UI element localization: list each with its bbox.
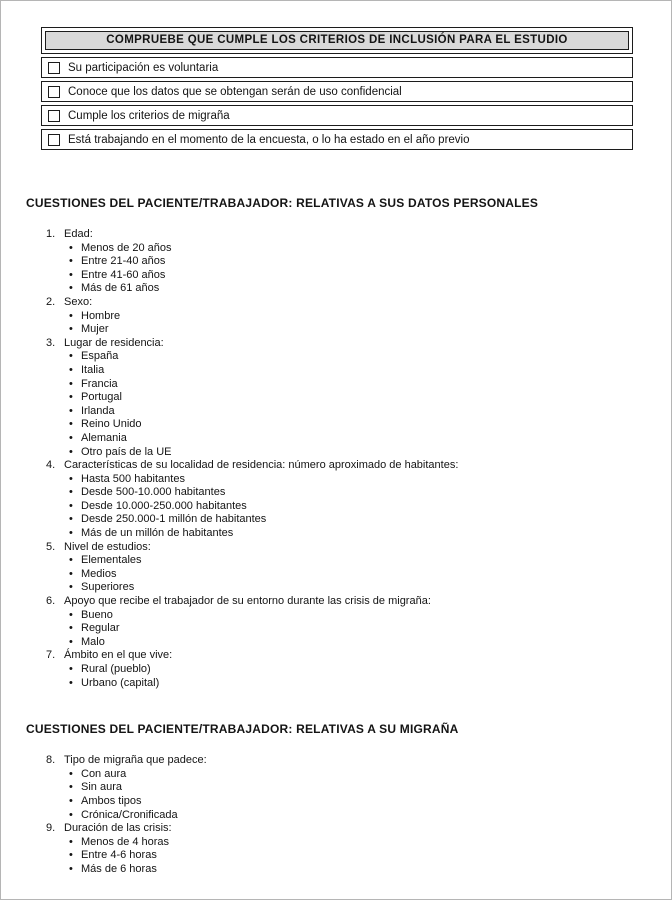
- option-label: España: [81, 350, 119, 363]
- option-label: Francia: [81, 377, 118, 390]
- option-item: [46, 269, 641, 283]
- bullet-icon: •: [69, 323, 73, 336]
- option-item: [46, 768, 641, 782]
- checklist-row: [41, 105, 633, 126]
- question-list: [46, 228, 641, 690]
- option-label: Irlanda: [81, 404, 115, 417]
- option-label: Portugal: [81, 391, 122, 404]
- bullet-icon: •: [69, 554, 73, 567]
- option-item: [46, 636, 641, 650]
- bullet-icon: •: [69, 794, 73, 807]
- option-list: [46, 350, 641, 459]
- option-label: Más de 61 años: [81, 282, 160, 295]
- option-list: [46, 836, 641, 877]
- option-label: Con aura: [81, 767, 127, 780]
- question-list: [46, 754, 641, 876]
- bullet-icon: •: [69, 445, 73, 458]
- bullet-icon: •: [69, 635, 73, 648]
- question-number: 6.: [46, 595, 56, 608]
- option-label: Elementales: [81, 554, 142, 567]
- bullet-icon: •: [69, 567, 73, 580]
- option-label: Crónica/Cronificada: [81, 808, 178, 821]
- option-item: [46, 849, 641, 863]
- bullet-icon: •: [69, 377, 73, 390]
- option-item: [46, 609, 641, 623]
- question: [46, 228, 641, 296]
- bullet-icon: •: [69, 255, 73, 268]
- option-label: Entre 21-40 años: [81, 255, 166, 268]
- option-list: [46, 473, 641, 541]
- inclusion-criteria-header: [41, 27, 633, 54]
- bullet-icon: •: [69, 309, 73, 322]
- option-list: [46, 310, 641, 337]
- question: [46, 337, 641, 459]
- option-label: Desde 250.000-1 millón de habitantes: [81, 513, 267, 526]
- bullet-icon: •: [69, 527, 73, 540]
- option-item: [46, 513, 641, 527]
- section-heading: CUESTIONES DEL PACIENTE/TRABAJADOR: RELATIVAS A SU MIGRAÑA: [26, 722, 459, 737]
- question-text: Duración de las crisis:: [64, 822, 172, 835]
- option-label: Más de un millón de habitantes: [81, 527, 234, 540]
- question-text: Características de su localidad de residencia: número aproximado de habitantes:: [64, 459, 459, 472]
- option-item: [46, 795, 641, 809]
- option-item: [46, 282, 641, 296]
- option-list: [46, 242, 641, 296]
- option-list: [46, 663, 641, 690]
- bullet-icon: •: [69, 808, 73, 821]
- bullet-icon: •: [69, 241, 73, 254]
- section: [26, 722, 641, 876]
- option-item: [46, 663, 641, 677]
- option-item: [46, 378, 641, 392]
- question-number: 2.: [46, 295, 56, 308]
- question: [46, 754, 641, 822]
- bullet-icon: •: [69, 486, 73, 499]
- bullet-icon: •: [69, 404, 73, 417]
- bullet-icon: •: [69, 663, 73, 675]
- bullet-icon: •: [69, 849, 73, 862]
- option-item: [46, 310, 641, 324]
- option-item: [46, 781, 641, 795]
- option-label: Desde 10.000-250.000 habitantes: [81, 499, 247, 512]
- option-item: [46, 350, 641, 364]
- question-text: Nivel de estudios:: [64, 540, 151, 553]
- option-item: [46, 554, 641, 568]
- bullet-icon: •: [69, 676, 73, 689]
- option-label: Mujer: [81, 323, 109, 336]
- option-item: [46, 677, 641, 691]
- bullet-icon: •: [69, 268, 73, 281]
- bullet-icon: •: [69, 282, 73, 295]
- bullet-icon: •: [69, 862, 73, 875]
- option-list: [46, 768, 641, 822]
- option-label: Menos de 20 años: [81, 241, 172, 254]
- question: [46, 822, 641, 876]
- question-number: 5.: [46, 540, 56, 553]
- bullet-icon: •: [69, 608, 73, 621]
- option-item: [46, 473, 641, 487]
- bullet-icon: •: [69, 835, 73, 848]
- option-item: [46, 809, 641, 823]
- question-number: 1.: [46, 228, 56, 240]
- question-text: Tipo de migraña que padece:: [64, 754, 207, 767]
- question-text: Sexo:: [64, 295, 93, 308]
- option-item: [46, 255, 641, 269]
- bullet-icon: •: [69, 431, 73, 444]
- option-label: Medios: [81, 567, 117, 580]
- option-label: Entre 4-6 horas: [81, 849, 157, 862]
- checklist-row: [41, 81, 633, 102]
- bullet-icon: •: [69, 499, 73, 512]
- option-label: Italia: [81, 363, 105, 376]
- checklist-item-label: Cumple los criterios de migraña: [68, 110, 230, 122]
- checklist-item-label: Su participación es voluntaria: [68, 62, 219, 74]
- option-item: [46, 432, 641, 446]
- option-item: [46, 446, 641, 460]
- question-number: 7.: [46, 649, 56, 662]
- option-item: [46, 364, 641, 378]
- bullet-icon: •: [69, 418, 73, 431]
- checklist-item-label: Está trabajando en el momento de la encuesta, o lo ha estado en el año previo: [68, 134, 470, 146]
- option-label: Más de 6 horas: [81, 862, 157, 875]
- section-heading: CUESTIONES DEL PACIENTE/TRABAJADOR: RELATIVAS A SUS DATOS PERSONALES: [26, 196, 539, 210]
- option-label: Reino Unido: [81, 418, 142, 431]
- option-label: Rural (pueblo): [81, 663, 151, 675]
- option-item: [46, 863, 641, 877]
- checklist-row: [41, 129, 633, 150]
- option-label: Hasta 500 habitantes: [81, 472, 185, 485]
- bullet-icon: •: [69, 581, 73, 594]
- question-number: 9.: [46, 822, 56, 835]
- checkbox[interactable]: [48, 86, 60, 98]
- question-number: 3.: [46, 336, 56, 349]
- option-label: Malo: [81, 635, 105, 648]
- option-item: [46, 568, 641, 582]
- question: [46, 541, 641, 595]
- bullet-icon: •: [69, 513, 73, 526]
- checklist-item-label: Conoce que los datos que se obtengan serán de uso confidencial: [68, 86, 402, 98]
- option-label: Sin aura: [81, 781, 122, 794]
- question: [46, 459, 641, 541]
- checklist-rows: [41, 57, 633, 150]
- option-item: [46, 418, 641, 432]
- option-list: [46, 554, 641, 595]
- option-label: Bueno: [81, 608, 113, 621]
- option-label: Otro país de la UE: [81, 445, 172, 458]
- option-item: [46, 622, 641, 636]
- bullet-icon: •: [69, 622, 73, 635]
- bullet-icon: •: [69, 350, 73, 363]
- question-text: Edad:: [64, 228, 93, 240]
- option-item: [46, 527, 641, 541]
- option-label: Menos de 4 horas: [81, 835, 170, 848]
- bullet-icon: •: [69, 767, 73, 780]
- question-text: Ámbito en el que vive:: [64, 649, 173, 662]
- sections: [26, 196, 641, 877]
- option-item: [46, 323, 641, 337]
- inclusion-criteria-table: [41, 27, 633, 150]
- option-item: [46, 581, 641, 595]
- checkbox[interactable]: [48, 134, 60, 146]
- question: [46, 296, 641, 337]
- option-list: [46, 609, 641, 650]
- option-label: Alemania: [81, 431, 127, 444]
- option-label: Hombre: [81, 309, 121, 322]
- option-item: [46, 405, 641, 419]
- checklist-row: [41, 57, 633, 78]
- question: [46, 595, 641, 649]
- bullet-icon: •: [69, 391, 73, 404]
- option-label: Desde 500-10.000 habitantes: [81, 486, 226, 499]
- option-item: [46, 500, 641, 514]
- question-text: Lugar de residencia:: [64, 336, 164, 349]
- bullet-icon: •: [69, 363, 73, 376]
- inclusion-criteria-title: COMPRUEBE QUE CUMPLE LOS CRITERIOS DE INCLUSIÓN PARA EL ESTUDIO: [45, 31, 629, 50]
- option-item: [46, 242, 641, 256]
- option-label: Superiores: [81, 581, 135, 594]
- option-item: [46, 836, 641, 850]
- option-label: Urbano (capital): [81, 676, 160, 689]
- option-label: Entre 41-60 años: [81, 268, 166, 281]
- question-number: 8.: [46, 754, 56, 767]
- option-label: Regular: [81, 622, 120, 635]
- bullet-icon: •: [69, 472, 73, 485]
- option-label: Ambos tipos: [81, 794, 142, 807]
- question: [46, 649, 641, 690]
- bullet-icon: •: [69, 781, 73, 794]
- checkbox[interactable]: [48, 62, 60, 74]
- checkbox[interactable]: [48, 110, 60, 122]
- option-item: [46, 391, 641, 405]
- option-item: [46, 486, 641, 500]
- question-text: Apoyo que recibe el trabajador de su entorno durante las crisis de migraña:: [64, 595, 431, 608]
- question-number: 4.: [46, 459, 56, 472]
- section: [26, 196, 641, 690]
